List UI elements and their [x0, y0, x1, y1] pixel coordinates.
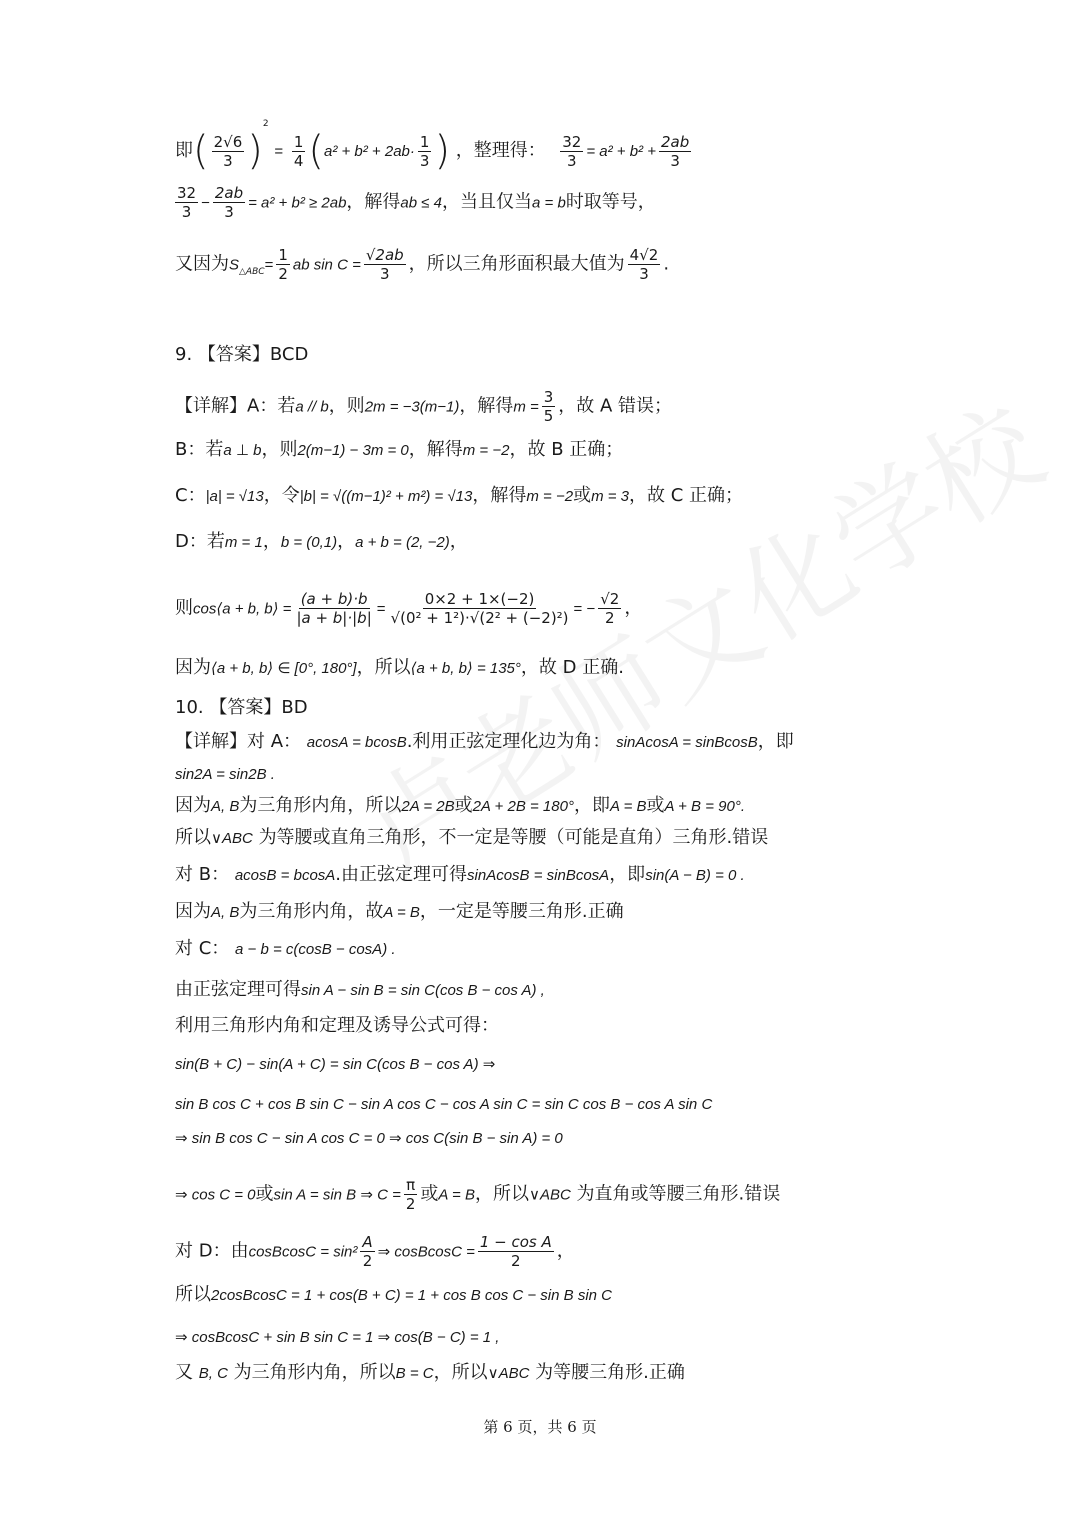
continuation-line-1: 即( $\frac{2√6}{3}$ )$^2$ = $\frac{1}{4}$ (a² + b² + 2ab· $\frac{1}{3}$ ) ，整理得： $\frac{32}{3}$ = a² + b² + $\frac{2ab}{3}$ [175, 119, 690, 174]
q10-line-4: 所以∨ABC 为等腰或直角三角形，不一定是等腰（可能是直角）三角形.错误 [175, 827, 769, 848]
q10-answer-heading: 10. 【答案】BD [175, 697, 308, 718]
q10-line-12: ⇒ sin B cos C − sin A cos C = 0 ⇒ cos C(sin B − sin A) = 0 [175, 1130, 563, 1147]
q10-line-15: 所以2cosBcosC = 1 + cos(B + C) = 1 + cos B cos C − sin B sin C [175, 1284, 613, 1305]
q10-line-7: 对 C： a − b = c(cosB − cosA) . [175, 938, 396, 959]
q10-line-6: 因为A, B为三角形内角，故A = B，一定是等腰三角形.正确 [175, 901, 624, 922]
q9-answer-heading: 9. 【答案】BCD [175, 344, 309, 365]
q10-line-3: 因为A, B为三角形内角，所以2A = 2B或2A + 2B = 180°，即A = B或A + B = 90°. [175, 795, 746, 816]
page-footer: 第 6 页，共 6 页 [483, 1418, 597, 1436]
q9-option-b: B：若a ⊥ b，则2(m−1) − 3m = 0，解得m = −2，故 B 正确； [175, 439, 624, 460]
q10-line-1: 【详解】对 A： acosA = bcosB.利用正弦定理化边为角： sinAcosA = sinBcosB，即 [175, 731, 794, 752]
q10-line-11: sin B cos C + cos B sin C − sin A cos C − cos A sin C = sin C cos B − cos A sin C [175, 1096, 713, 1113]
q9-option-a: 【详解】A：若a // b，则2m = −3(m−1)，解得m = $\frac{3}{5}$ ，故 A 错误； [175, 388, 673, 425]
q10-line-10: sin(B + C) − sin(A + C) = sin C(cos B − cos A) ⇒ [175, 1056, 496, 1073]
q10-line-14: 对 D：由cosBcosC = sin² $\frac{A}{2}$ ⇒ cosBcosC = $\frac{\text{1 − cos A}}{2}$ ， [175, 1233, 575, 1270]
q10-line-8: 由正弦定理可得sin A − sin B = sin C(cos B − cos A) , [175, 979, 545, 1000]
q10-line-16: ⇒ cosBcosC + sin B sin C = 1 ⇒ cos(B − C) = 1 , [175, 1329, 500, 1346]
q9-option-d-conclusion: 因为⟨a + b, b⟩ ∈ [0°, 180°]，所以⟨a + b, b⟩ = 135°，故 D 正确. [175, 657, 624, 678]
q10-line-2: sin2A = sin2B . [175, 766, 275, 783]
q9-option-c: C：|a| = √13，令|b| = √((m−1)² + m²) = √13，解得m = −2或m = 3，故 C 正确； [175, 485, 744, 506]
q9-option-d-cosine: 则cos⟨a + b, b⟩ = $\frac{(a + b)\cdot b}{|a + b|\cdot|b|}$ = $\frac{0\times 2 + 1\times(-2)}{\text{√(0² + 1²)·√(2² + (−2)²)}}$ = − $\frac{√2}{2}$ ， [175, 590, 643, 627]
q10-line-9: 利用三角形内角和定理及诱导公式可得： [175, 1015, 499, 1036]
q10-line-13: ⇒ cos C = 0或sin A = sin B ⇒ C = $\frac{\pi}{2}$ 或A = B，所以∨ABC 为直角或等腰三角形.错误 [175, 1176, 781, 1213]
continuation-line-2: $\frac{32}{3}$ − $\frac{2ab}{3}$ = a² + b² ≥ 2ab，解得ab ≤ 4，当且仅当a = b时取等号， [177, 184, 656, 221]
q10-line-5: 对 B： acosB = bcosA.由正弦定理可得sinAcosB = sinBcosA，即sin(A − B) = 0 . [175, 864, 745, 885]
continuation-line-3: 又因为$S_{\triangle ABC}=$ $\frac{1}{2}$ ab sin C = $\frac{√2ab}{3}$ ，所以三角形面积最大值为 $\frac{4√2}{3}$ . [175, 246, 670, 283]
q10-line-17: 又 B, C 为三角形内角，所以B = C，所以∨ABC 为等腰三角形.正确 [175, 1362, 685, 1383]
q9-option-d-setup: D：若m = 1，b = (0,1)，a + b = (2, −2)， [175, 531, 468, 552]
